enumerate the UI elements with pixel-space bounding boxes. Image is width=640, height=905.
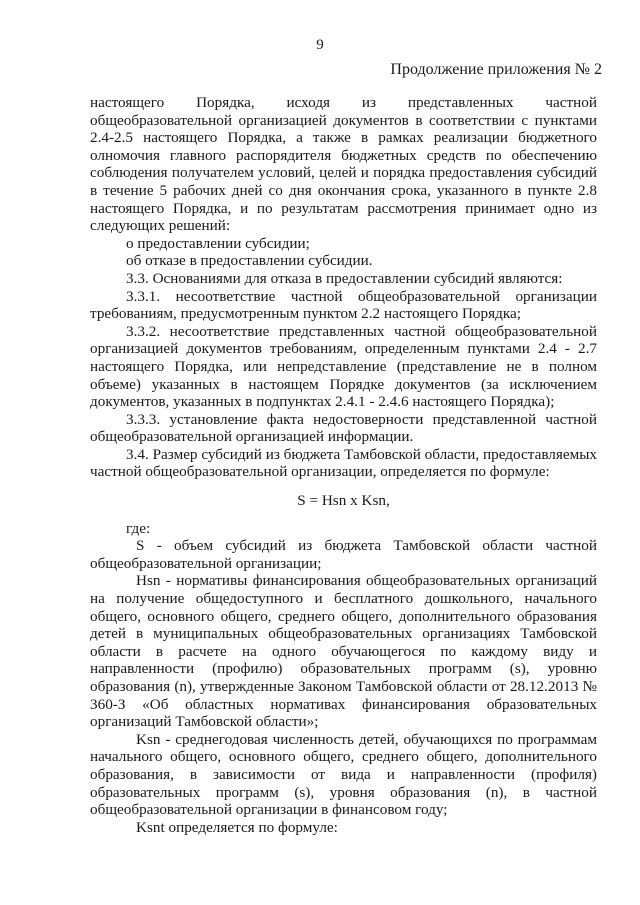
formula-s: S = Hsn x Ksn, — [297, 492, 390, 510]
paragraph-def-hsn: Hsn - нормативы финансирования общеобразовательных организаций на получение общедоступного и бесплатного дошкольного, начального общего, основного общего, среднего общего, дополнительного образования детей в муниципальных общеобразовательных организациях Тамбовской области в расчете на одного обучающегося по каждому виду и направленности (профилю) образовательных программ (s), уровню образования (n), утвержденные Законом Тамбовской области от 28.12.2013 № 360-З «Об областных нормативах финансирования образовательных организаций Тамбовской области»; — [90, 572, 597, 731]
paragraph-def-s: S - объем субсидий из бюджета Тамбовской области частной общеобразовательной организации; — [90, 537, 597, 572]
paragraph-3-3-1: 3.3.1. несоответствие частной общеобразовательной организации требованиям, предусмотренным пунктом 2.2 настоящего Порядка; — [90, 287, 597, 323]
paragraph-def-ksn: Ksn - среднегодовая численность детей, обучающихся по программам начального общего, основного общего, среднего общего, дополнительного образования, в зависимости от вида и направленности (профиля) образовательных программ (s), уровня образования (n), в частной общеобразовательной организации в финансовом году; — [90, 730, 597, 819]
document-body — [90, 94, 597, 836]
paragraph-3-3: 3.3. Основаниями для отказа в предоставлении субсидий являются: — [126, 269, 563, 287]
paragraph-3-3-2: 3.3.2. несоответствие представленных частной общеобразовательной организацией документов требованиям, определенным пунктами 2.4 - 2.7 настоящего Порядка, или непредставление (представление не в полном объеме) указанных в настоящем Порядке документов (за исключением документов, указанных в подпунктах 2.4.1 - 2.4.6 настоящего Порядка); — [90, 322, 597, 411]
paragraph-decision: настоящего Порядка, исходя из представленных частной общеобразовательной организацией документов в соответствии с пунктами 2.4-2.5 настоящего Порядка, а также в рамках реализации бюджетного олномочия главного распорядителя бюджетных средств по обеспечению соблюдения получателем условий, целей и порядка предоставления субсидий в течение 5 рабочих дней со дня окончания срока, указанного в пункте 2.8 настоящего Порядка, и по результатам рассмотрения принимает одно из следующих решений: — [90, 94, 597, 235]
paragraph-3-3-3: 3.3.3. установление факта недостоверности представленной частной общеобразовательной организацией информации. — [90, 410, 597, 446]
paragraph-option-refuse: об отказе в предоставлении субсидии. — [126, 252, 373, 270]
paragraph-ksnt: Ksnt определяется по формуле: — [136, 818, 338, 836]
continuation-header: Продолжение приложения № 2 — [390, 61, 602, 78]
paragraph-3-4: 3.4. Размер субсидий из бюджета Тамбовской области, предоставляемых частной общеобразовательной организации, определяется по формуле: — [90, 445, 597, 481]
paragraph-option-grant: о предоставлении субсидии; — [126, 234, 310, 252]
paragraph-where: где: — [126, 519, 151, 537]
page-number: 9 — [316, 37, 324, 53]
